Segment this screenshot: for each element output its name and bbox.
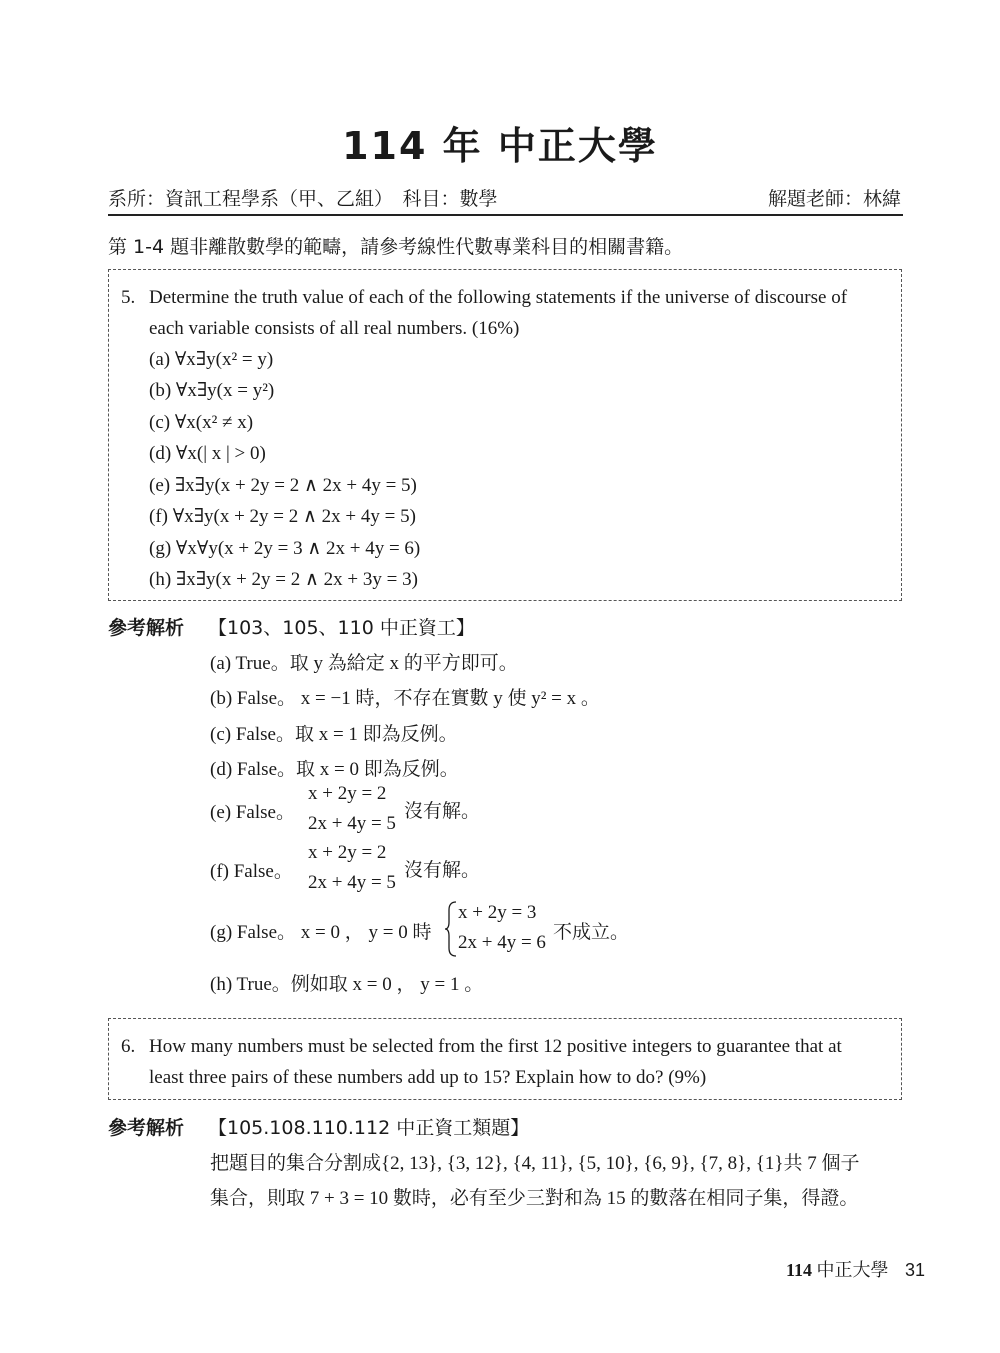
answer-f-label: (f) False。 bbox=[210, 861, 293, 882]
answer-h: (h) True。例如取 x = 0 ， y = 1 。 bbox=[210, 974, 484, 995]
source-tag: 【103、105、110 中正資工】 bbox=[208, 617, 475, 639]
question-number: 5. bbox=[121, 287, 136, 308]
answer-6-line2: 集合，則取 7 + 3 = 10 數時，必有至少三對和為 15 的數落在相同子集，得證。 bbox=[210, 1188, 859, 1209]
question-number: 6. bbox=[121, 1036, 136, 1057]
scope-note: 第 1-4 題非離散數學的範疇，請參考線性代數專業科目的相關書籍。 bbox=[108, 236, 684, 258]
answer-g-result: 不成立。 bbox=[553, 921, 630, 943]
statement-e: (e) ∃x∃y(x + 2y = 2 ∧ 2x + 4y = 5) bbox=[149, 475, 417, 496]
answer-f-eq1: x + 2y = 2 bbox=[308, 842, 387, 863]
statement-c: (c) ∀x(x² ≠ x) bbox=[149, 412, 254, 433]
statement-b: (b) ∀x∃y(x = y²) bbox=[149, 380, 275, 401]
answer-g-eq1: x + 2y = 3 bbox=[458, 902, 537, 923]
answer-6-line1: 把題目的集合分割成{2, 13}, {3, 12}, {4, 11}, {5, 10}, {6, 9}, {7, 8}, {1}共 7 個子 bbox=[210, 1153, 860, 1174]
answer-e-result: 沒有解。 bbox=[404, 800, 481, 822]
department-subject: 系所：資訊工程學系（甲、乙組） 科目：數學 bbox=[108, 188, 498, 210]
answer-e-eq1: x + 2y = 2 bbox=[308, 783, 387, 804]
exam-header bbox=[108, 182, 903, 216]
footer-year: 114 bbox=[786, 1260, 813, 1280]
answer-f-result: 沒有解。 bbox=[404, 859, 481, 881]
question-text: Determine the truth value of each of the following statements if the universe of discourse of bbox=[149, 287, 848, 308]
statement-f: (f) ∀x∃y(x + 2y = 2 ∧ 2x + 4y = 5) bbox=[149, 506, 416, 527]
statement-g: (g) ∀x∀y(x + 2y = 3 ∧ 2x + 4y = 6) bbox=[149, 538, 421, 559]
page-number: 31 bbox=[905, 1260, 926, 1280]
answer-b: (b) False。 x = −1 時，不存在實數 y 使 y² = x 。 bbox=[210, 688, 600, 709]
page-title: 114 年 中正大學 bbox=[342, 124, 658, 168]
statement-h: (h) ∃x∃y(x + 2y = 2 ∧ 2x + 3y = 3) bbox=[149, 569, 418, 590]
reference-label: 參考解析 bbox=[108, 1117, 185, 1139]
answer-g-label: (g) False。 x = 0 ， y = 0 時 bbox=[210, 922, 432, 943]
question-5-box bbox=[108, 269, 902, 601]
teacher-name: 解題老師：林緯 bbox=[767, 188, 901, 210]
footer-school: 中正大學 bbox=[816, 1260, 889, 1281]
answer-f-eq2: 2x + 4y = 5 bbox=[308, 872, 396, 893]
question-6-box bbox=[108, 1018, 902, 1100]
question-text: each variable consists of all real numbers. (16%) bbox=[149, 318, 520, 339]
answer-c: (c) False。取 x = 1 即為反例。 bbox=[210, 724, 458, 745]
reference-label: 參考解析 bbox=[108, 617, 185, 639]
statement-d: (d) ∀x(| x | > 0) bbox=[149, 443, 266, 464]
brace-icon bbox=[444, 900, 458, 958]
answer-g-eq2: 2x + 4y = 6 bbox=[458, 932, 546, 953]
question-text: least three pairs of these numbers add up to 15? Explain how to do? (9%) bbox=[149, 1067, 707, 1088]
source-tag: 【105.108.110.112 中正資工類題】 bbox=[208, 1117, 530, 1139]
statement-a: (a) ∀x∃y(x² = y) bbox=[149, 349, 274, 370]
answer-a: (a) True。取 y 為給定 x 的平方即可。 bbox=[210, 653, 518, 674]
answer-d: (d) False。取 x = 0 即為反例。 bbox=[210, 759, 459, 780]
page-footer bbox=[786, 1256, 925, 1282]
answer-e-label: (e) False。 bbox=[210, 802, 295, 823]
answer-e-eq2: 2x + 4y = 5 bbox=[308, 813, 396, 834]
question-text: How many numbers must be selected from the first 12 positive integers to guarantee that at bbox=[149, 1036, 842, 1057]
